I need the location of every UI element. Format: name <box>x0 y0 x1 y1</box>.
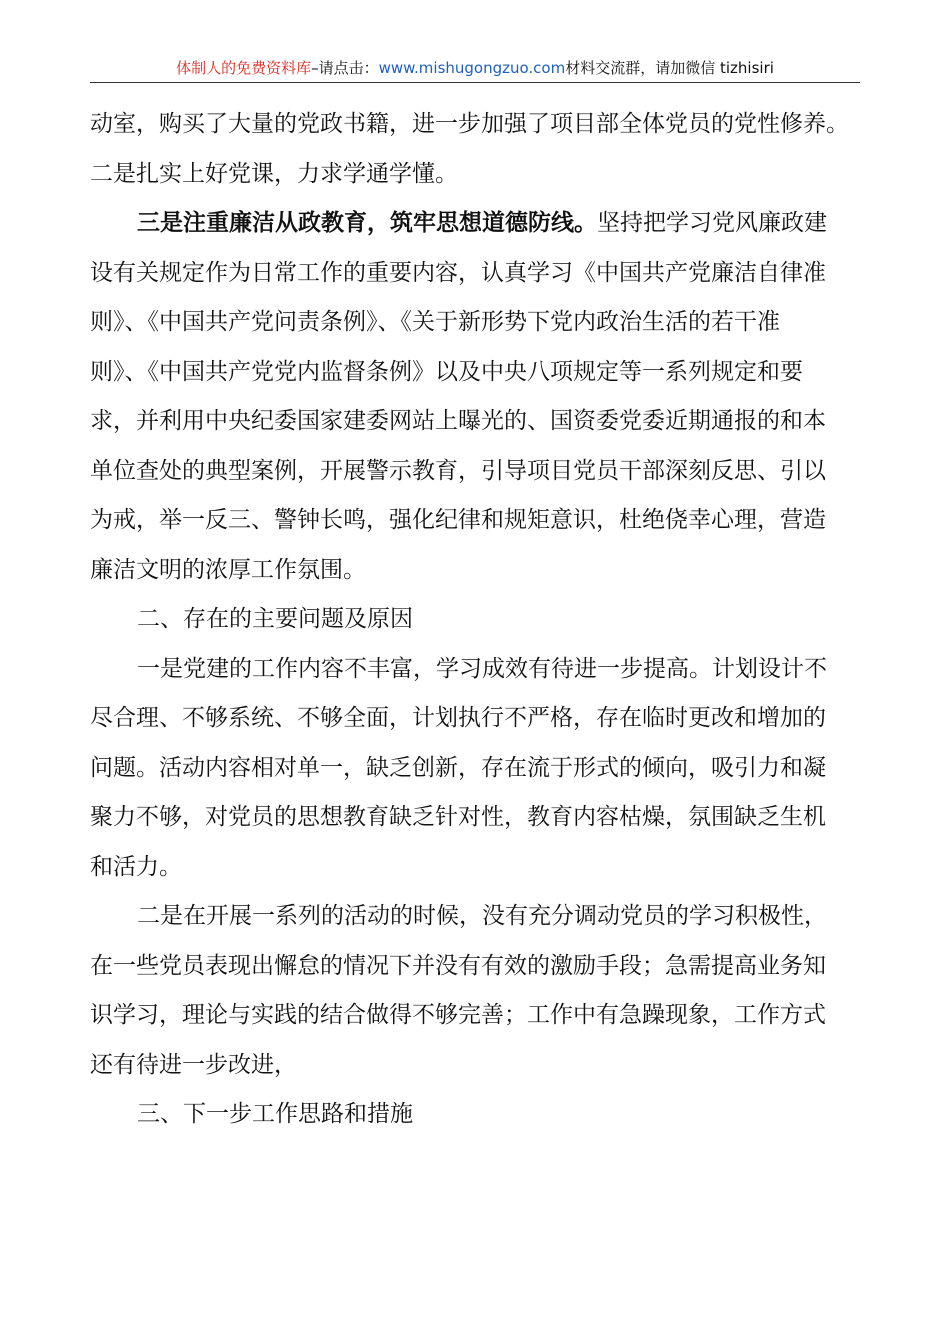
body-line: 求，并利用中央纪委国家建委网站上曝光的、国资委党委近期通报的和本 <box>90 408 826 434</box>
header-site-name: 体制人的免费资料库 <box>176 59 312 77</box>
body-line: 和活力。 <box>90 853 182 880</box>
body-line: 单位查处的典型案例，开展警示教育，引导项目党员干部深刻反思、引以 <box>90 457 826 484</box>
section-heading: 三、下一步工作思路和措施 <box>137 1101 413 1127</box>
section-heading: 二、存在的主要问题及原因 <box>137 606 413 632</box>
body-line: 在一些党员表现出懈怠的情况下并没有有效的激励手段；急需提高业务知 <box>90 952 826 979</box>
body-line: 则》、《中国共产党党内监督条例》以及中央八项规定等一系列规定和要 <box>90 358 803 385</box>
header-prompt: –请点击： <box>311 59 379 77</box>
body-line: 问题。活动内容相对单一，缺乏创新，存在流于形式的倾向，吸引力和凝 <box>90 754 826 781</box>
page-header <box>90 56 860 80</box>
body-line: 二是扎实上好党课，力求学通学懂。 <box>90 160 458 187</box>
header-contact: 材料交流群，请加微信 tizhisiri <box>565 59 774 77</box>
body-line: 为戒，举一反三、警钟长鸣，强化纪律和规矩意识，杜绝侥幸心理，营造 <box>90 507 826 533</box>
body-line: 廉洁文明的浓厚工作氛围。 <box>90 556 366 583</box>
header-url-link[interactable]: www.mishugongzuo.com <box>378 59 566 77</box>
body-line: 动室，购买了大量的党政书籍，进一步加强了项目部全体党员的党性修养。 <box>90 111 849 137</box>
body-line: 一是党建的工作内容不丰富，学习成效有待进一步提高。计划设计不 <box>137 655 827 682</box>
document-body <box>90 100 866 1140</box>
header-divider <box>90 82 860 83</box>
body-line: 则》、《中国共产党问责条例》、《关于新形势下党内政治生活的若干准 <box>90 309 780 335</box>
body-text: 坚持把学习党风廉政建 <box>597 210 827 236</box>
body-line: 设有关规定作为日常工作的重要内容，认真学习《中国共产党廉洁自律准 <box>90 259 826 286</box>
body-line: 尽合理、不够系统、不够全面，计划执行不严格，存在临时更改和增加的 <box>90 705 826 731</box>
body-line: 还有待进一步改进， <box>90 1051 297 1078</box>
body-line: 识学习，理论与实践的结合做得不够完善；工作中有急躁现象，工作方式 <box>90 1002 826 1028</box>
body-line <box>90 199 866 249</box>
bold-lead-text: 三是注重廉洁从政教育，筑牢思想道德防线。 <box>137 210 597 236</box>
body-line: 二是在开展一系列的活动的时候，没有充分调动党员的学习积极性， <box>137 903 827 929</box>
body-line: 聚力不够，对党员的思想教育缺乏针对性，教育内容枯燥，氛围缺乏生机 <box>90 804 826 830</box>
